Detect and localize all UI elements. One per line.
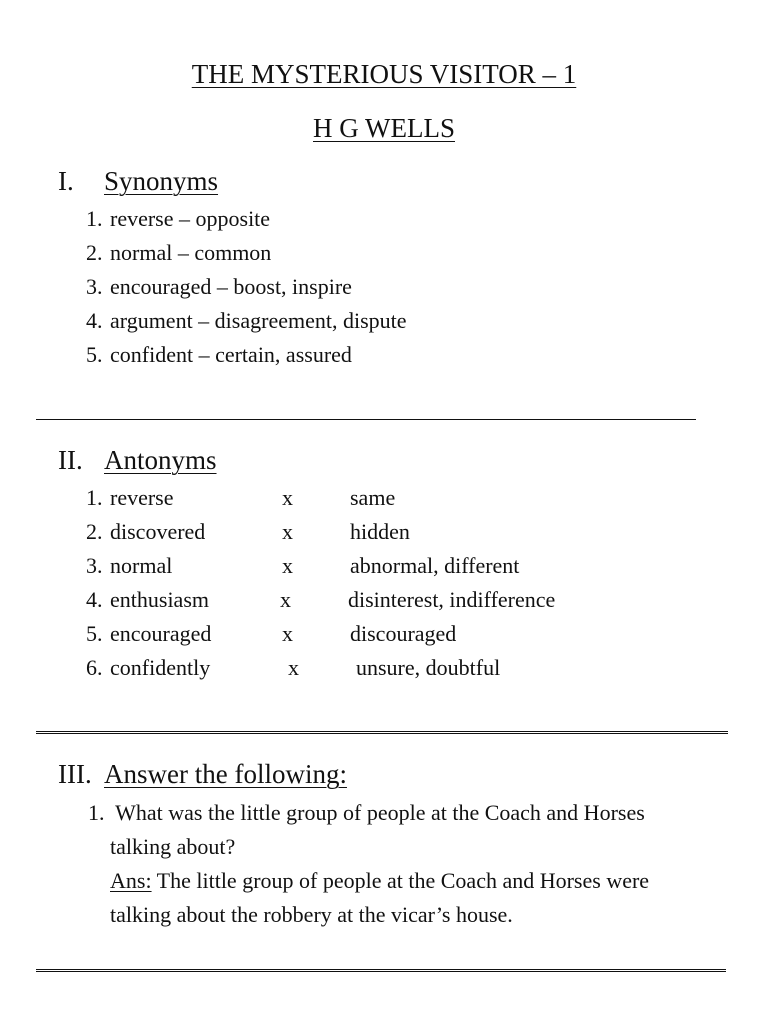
list-item bbox=[86, 272, 407, 306]
list-item bbox=[86, 551, 520, 585]
item-text: reverse – opposite bbox=[110, 206, 271, 231]
list-item bbox=[86, 619, 457, 653]
section-label: Antonyms bbox=[104, 445, 217, 475]
list-item bbox=[86, 204, 407, 238]
item-number: 1. bbox=[86, 485, 103, 510]
item-word: enthusiasm bbox=[110, 587, 209, 612]
section-synonyms-heading bbox=[58, 165, 218, 197]
section-numeral: II. bbox=[58, 445, 83, 475]
item-word: reverse bbox=[110, 485, 174, 510]
item-opposite: hidden bbox=[350, 519, 410, 544]
item-word: normal bbox=[110, 553, 173, 578]
item-opposite: discouraged bbox=[350, 621, 457, 646]
item-separator: x bbox=[288, 655, 299, 680]
list-item bbox=[86, 340, 407, 374]
document-author: H G WELLS bbox=[313, 113, 455, 143]
item-number: 3. bbox=[86, 274, 103, 299]
item-number: 4. bbox=[86, 308, 103, 333]
item-separator: x bbox=[282, 519, 293, 544]
answer-text: The little group of people at the Coach and Horses were bbox=[156, 868, 650, 893]
question-line: talking about? bbox=[110, 834, 236, 859]
item-text: confident – certain, assured bbox=[110, 342, 352, 367]
item-opposite: unsure, doubtful bbox=[356, 655, 501, 680]
question-line bbox=[88, 796, 738, 830]
item-number: 3. bbox=[86, 553, 103, 578]
answer-label: Ans: bbox=[110, 868, 152, 893]
item-opposite: abnormal, different bbox=[350, 553, 520, 578]
divider-line bbox=[36, 731, 728, 735]
antonyms-list bbox=[86, 483, 556, 687]
item-word: discovered bbox=[110, 519, 206, 544]
list-item bbox=[86, 517, 410, 551]
list-item bbox=[86, 585, 556, 619]
divider-line bbox=[36, 969, 726, 973]
item-opposite: disinterest, indifference bbox=[348, 587, 556, 612]
section-numeral: III. bbox=[58, 759, 92, 789]
question-number: 1. bbox=[88, 800, 105, 825]
document-title: THE MYSTERIOUS VISITOR – 1 bbox=[191, 59, 577, 89]
item-number: 5. bbox=[86, 342, 103, 367]
item-separator: x bbox=[282, 485, 293, 510]
item-separator: x bbox=[280, 587, 291, 612]
list-item bbox=[86, 653, 501, 687]
item-number: 2. bbox=[86, 240, 103, 265]
question-text: What was the little group of people at the Coach and Horses bbox=[115, 800, 645, 825]
item-opposite: same bbox=[350, 485, 396, 510]
item-word: confidently bbox=[110, 655, 211, 680]
item-number: 1. bbox=[86, 206, 103, 231]
section-answers-heading bbox=[58, 758, 347, 790]
list-item bbox=[86, 306, 407, 340]
item-number: 2. bbox=[86, 519, 103, 544]
synonyms-list bbox=[86, 204, 407, 374]
section-label: Answer the following: bbox=[104, 759, 347, 789]
list-item bbox=[86, 483, 396, 517]
divider-line bbox=[36, 419, 696, 420]
section-antonyms-heading bbox=[58, 444, 217, 476]
answer-line: talking about the robbery at the vicar’s house. bbox=[110, 902, 513, 927]
section-numeral: I. bbox=[58, 166, 74, 196]
section-label: Synonyms bbox=[104, 166, 219, 196]
answer-line bbox=[88, 864, 738, 898]
item-text: argument – disagreement, dispute bbox=[110, 308, 407, 333]
item-word: encouraged bbox=[110, 621, 212, 646]
item-text: normal – common bbox=[110, 240, 272, 265]
item-number: 5. bbox=[86, 621, 103, 646]
item-separator: x bbox=[282, 553, 293, 578]
item-number: 6. bbox=[86, 655, 103, 680]
item-number: 4. bbox=[86, 587, 103, 612]
item-separator: x bbox=[282, 621, 293, 646]
item-text: encouraged – boost, inspire bbox=[110, 274, 352, 299]
list-item bbox=[86, 238, 407, 272]
question-block bbox=[88, 796, 738, 932]
